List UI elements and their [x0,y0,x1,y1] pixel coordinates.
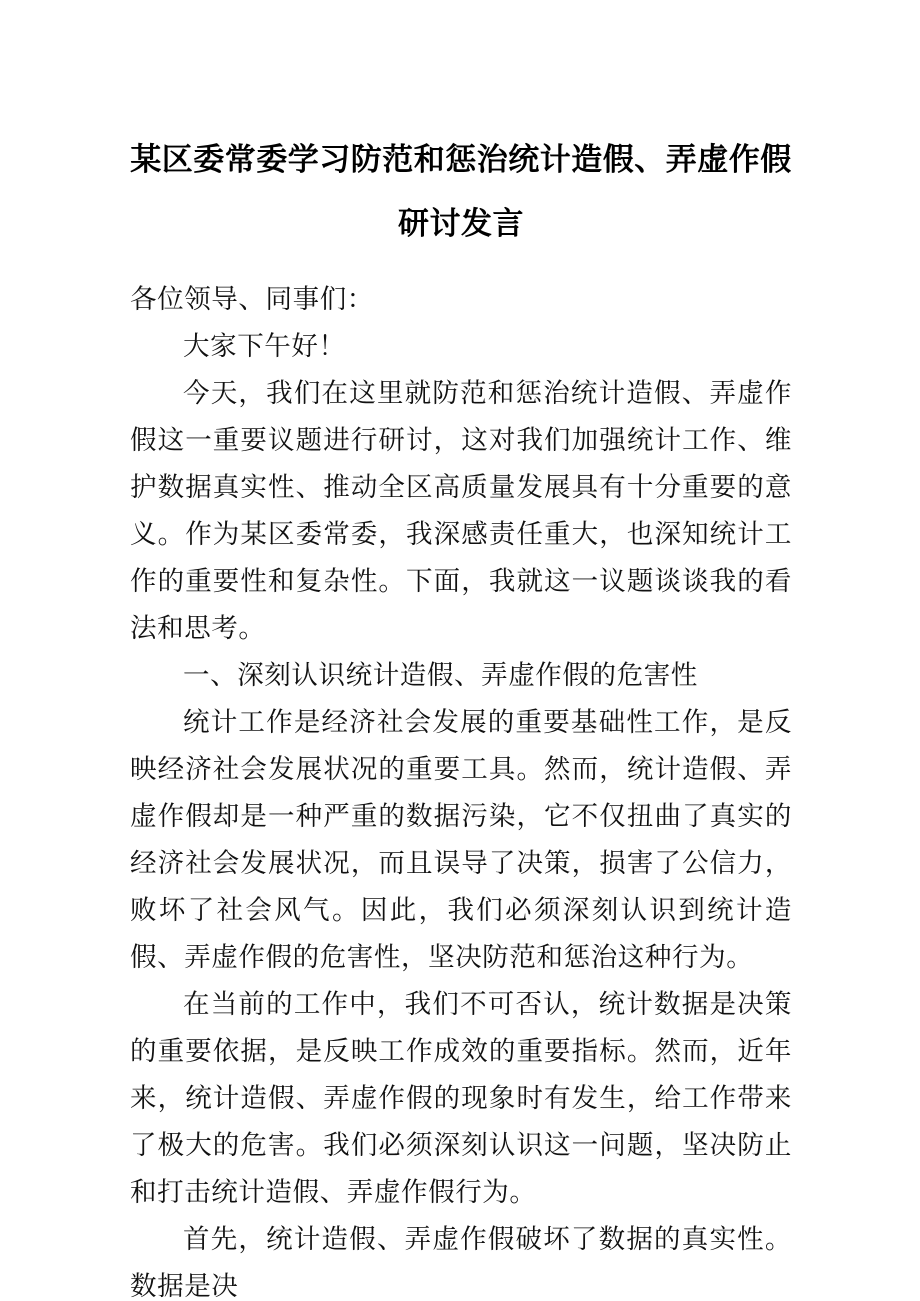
paragraph-body-2: 在当前的工作中，我们不可否认，统计数据是决策的重要依据，是反映工作成效的重要指标。然而，近年来，统计造假、弄虚作假的现象时有发生，给工作带来了极大的危害。我们必须深刻认识这一问题，坚决防止和打击统计造假、弄虚作假行为。 [130,989,792,1207]
paragraph-opening: 今天，我们在这里就防范和惩治统计造假、弄虚作假这一重要议题进行研讨，这对我们加强统计工作、维护数据真实性、推动全区高质量发展具有十分重要的意义。作为某区委常委，我深感责任重大，也深知统计工作的重要性和复杂性。下面，我就这一议题谈谈我的看法和思考。 [130,378,792,643]
document-body [130,0,792,1301]
section-heading-1: 一、深刻认识统计造假、弄虚作假的危害性 [183,660,698,690]
paragraph-greeting: 大家下午好！ [183,331,346,361]
paragraph-salutation: 各位领导、同事们： [130,284,374,314]
page-title [130,0,792,256]
paragraph-body-3: 首先，统计造假、弄虚作假破坏了数据的真实性。数据是决 [130,1224,792,1301]
page-title-line-1: 某区委常委学习防范和惩治统计造假、弄 [130,142,698,177]
page-title-line-2: 虚作假研讨发言 [398,142,792,241]
paragraph-body-1: 统计工作是经济社会发展的重要基础性工作，是反映经济社会发展状况的重要工具。然而，统计造假、弄虚作假却是一种严重的数据污染，它不仅扭曲了真实的经济社会发展状况，而且误导了决策，损害了公信力，败坏了社会风气。因此，我们必须深刻认识到统计造假、弄虚作假的危害性，坚决防范和惩治这种行为。 [130,707,792,972]
